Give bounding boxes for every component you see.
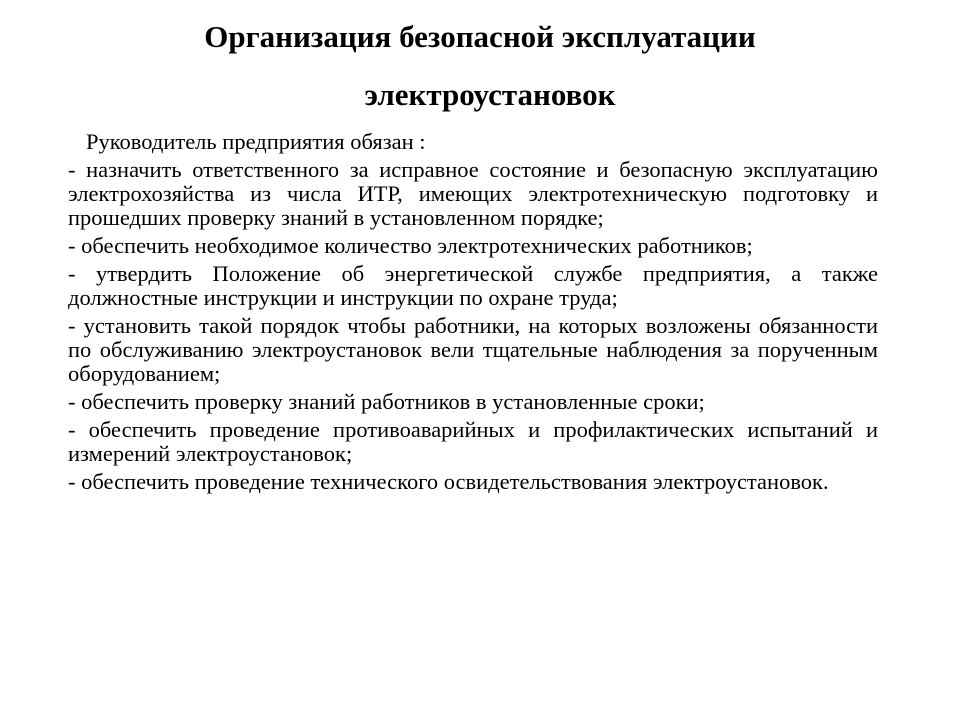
slide-title-line-2: электроустановок — [364, 77, 616, 112]
intro-text: Руководитель предприятия обязан : — [86, 129, 426, 154]
list-item: - установить такой порядок чтобы работники, на которых возложены обязанности по обслуживанию электроустановок вели тщательные наблюдения за порученным оборудованием; — [68, 313, 878, 386]
list-item: - утвердить Положение об энергетической службе предприятия, а также должностные инструкции и инструкции по охране труда; — [68, 261, 878, 310]
slide-title-line-1: Организация безопасной эксплуатации — [204, 19, 756, 54]
list-item: - обеспечить проверку знаний работников в установленные сроки; — [68, 389, 705, 414]
list-item: - обеспечить проведение противоаварийных и профилактических испытаний и измерений электроустановок; — [68, 417, 878, 466]
list-item: - обеспечить проведение технического освидетельствования электроустановок. — [68, 469, 829, 494]
slide-body — [68, 130, 878, 498]
list-item: - обеспечить необходимое количество электротехнических работников; — [68, 233, 753, 258]
slide-title — [0, 8, 960, 124]
list-item: - назначить ответственного за исправное состояние и безопасную эксплуатацию электрохозяйства из числа ИТР, имеющих электротехническую подготовку и прошедших проверку знаний в установленном порядке; — [68, 157, 878, 230]
